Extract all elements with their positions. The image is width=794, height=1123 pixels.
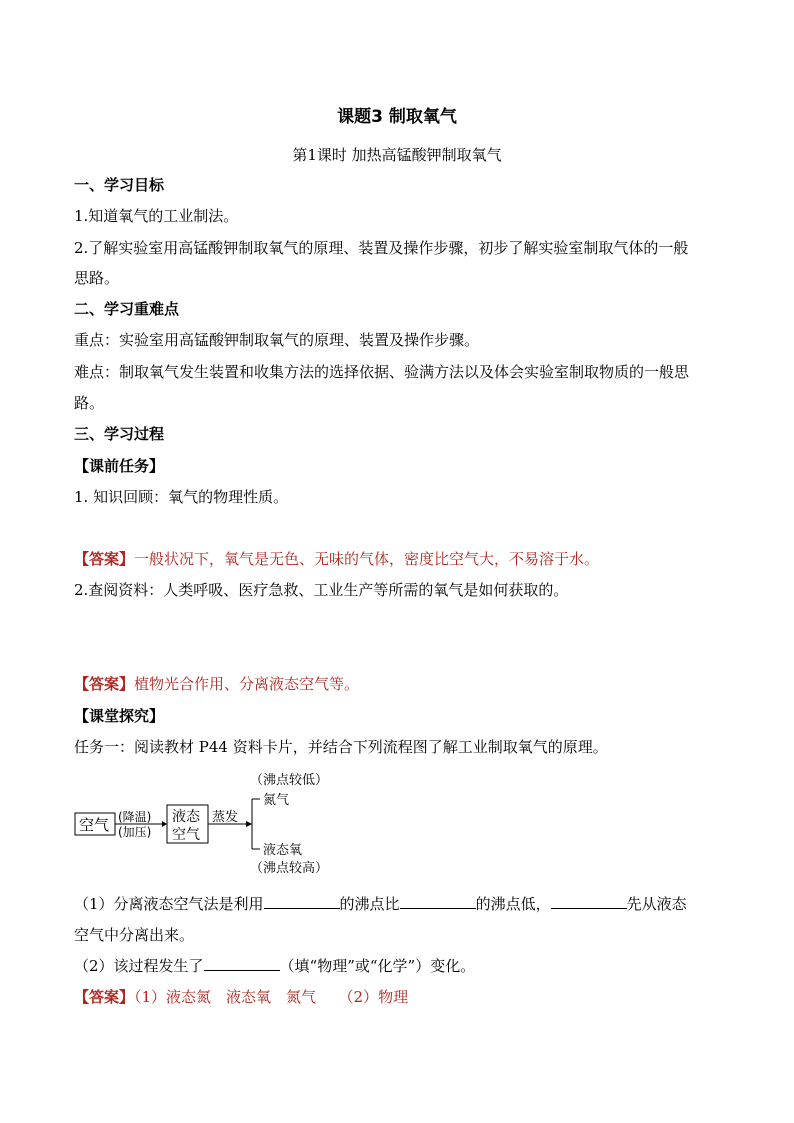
nitrogen-label: 氮气 xyxy=(263,793,290,808)
answer-3 xyxy=(74,987,408,1007)
question-fill-1-part2: 的沸点比 xyxy=(339,895,400,913)
lesson-subtitle: 第1课时 加热高锰酸钾制取氧气 xyxy=(292,146,502,164)
question-fill-2-part1: （2）该过程发生了 xyxy=(74,957,204,975)
answer-3-text: （1）液态氮 液态氧 氮气 （2）物理 xyxy=(134,988,409,1006)
question-fill-1 xyxy=(74,894,687,914)
goal-item-1: 1.知道氧气的工业制法。 xyxy=(74,207,239,225)
liquid-air-label-1: 液态 xyxy=(172,809,200,825)
answer-tag: 【答案】 xyxy=(74,550,135,568)
answer-blank[interactable] xyxy=(264,894,340,909)
liquid-air-label-2: 空气 xyxy=(172,827,200,843)
section-heading-process: 三、学习过程 xyxy=(74,425,165,443)
goal-item-2-line1: 2.了解实验室用高锰酸钾制取氧气的原理、装置及操作步骤，初步了解实验室制取气体的一般 xyxy=(74,239,689,257)
low-boiling-label: （沸点较低） xyxy=(250,773,329,788)
difficulty-line1: 难点：制取氧气发生装置和收集方法的选择依据、验满方法以及体会实验室制取物质的一般思 xyxy=(74,363,690,381)
arrow-1-head xyxy=(162,821,167,827)
question-1: 1. 知识回顾：氧气的物理性质。 xyxy=(74,488,289,506)
difficulty-line2: 路。 xyxy=(74,394,105,412)
question-fill-1-part3: 的沸点低， xyxy=(475,895,551,913)
answer-tag: 【答案】 xyxy=(74,988,135,1006)
arrow-2-head xyxy=(246,821,252,827)
answer-blank[interactable] xyxy=(400,894,476,909)
question-fill-1-line2: 空气中分离出来。 xyxy=(74,926,195,944)
high-boiling-label: （沸点较高） xyxy=(250,861,329,876)
pre-class-task-heading: 【课前任务】 xyxy=(74,457,165,475)
key-point: 重点：实验室用高锰酸钾制取氧气的原理、装置及操作步骤。 xyxy=(74,331,480,349)
question-fill-1-part1: （1）分离液态空气法是利用 xyxy=(74,895,264,913)
goal-item-2-line2: 思路。 xyxy=(74,269,120,287)
question-fill-2-part2: （填“物理”或“化学”）变化。 xyxy=(279,957,476,975)
industrial-oxygen-flowchart xyxy=(74,770,344,876)
answer-1-text: 一般状况下，氧气是无色、无味的气体，密度比空气大，不易溶于水。 xyxy=(134,550,600,568)
class-explore-heading: 【课堂探究】 xyxy=(74,707,165,725)
question-fill-1-part4: 先从液态 xyxy=(626,895,687,913)
liquid-oxygen-label: 液态氧 xyxy=(263,843,303,858)
air-label: 空气 xyxy=(79,816,110,834)
section-heading-keypoints: 二、学习重难点 xyxy=(74,300,180,318)
answer-1 xyxy=(74,549,599,569)
task-1: 任务一：阅读教材 P44 资料卡片，并结合下列流程图了解工业制取氧气的原理。 xyxy=(74,738,608,756)
question-fill-2 xyxy=(74,956,475,976)
section-heading-goals: 一、学习目标 xyxy=(74,176,165,194)
pressure-label: (加压) xyxy=(118,825,152,839)
answer-2 xyxy=(74,674,359,694)
answer-2-text: 植物光合作用、分离液态空气等。 xyxy=(134,675,360,693)
question-2: 2.查阅资料：人类呼吸、医疗急救、工业生产等所需的氧气是如何获取的。 xyxy=(74,581,569,599)
answer-tag: 【答案】 xyxy=(74,675,135,693)
cooling-label: (降温) xyxy=(118,810,152,824)
answer-blank[interactable] xyxy=(204,956,280,971)
evaporate-label: 蒸发 xyxy=(212,810,239,825)
lesson-title: 课题3 制取氧气 xyxy=(337,107,457,127)
answer-blank[interactable] xyxy=(551,894,627,909)
